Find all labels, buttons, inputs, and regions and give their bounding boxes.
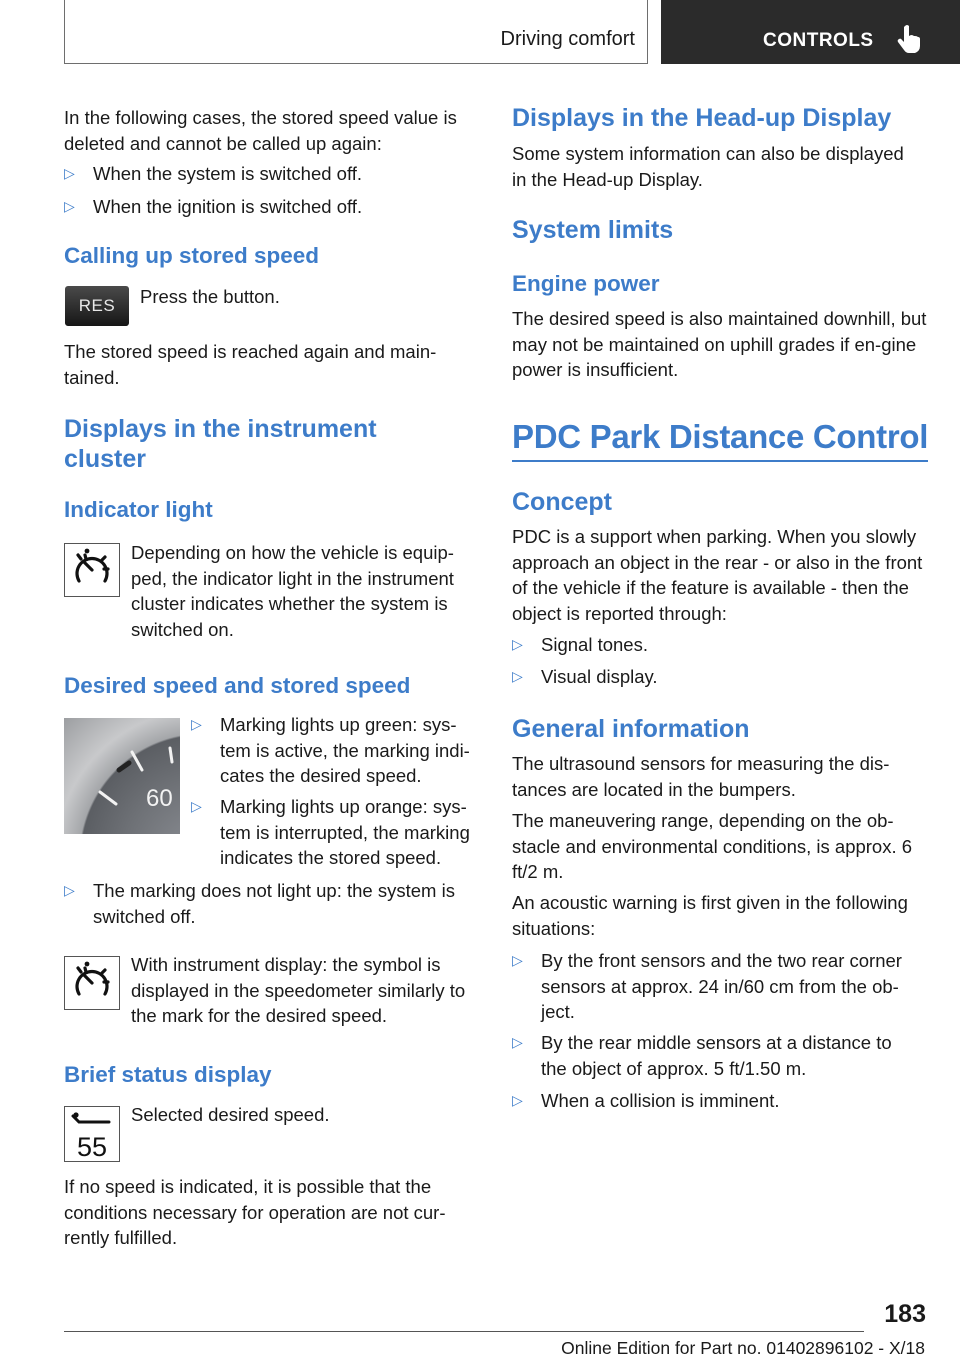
- triangle-bullet-icon: ▷: [191, 716, 202, 732]
- footer-rule: [64, 1331, 864, 1332]
- heading-displays-cluster: Displays in the instrument cluster: [64, 415, 377, 473]
- reached-paragraph: The stored speed is reached again and main-tained.: [64, 341, 437, 388]
- heading-general-information: General information: [512, 715, 750, 743]
- speedometer-marking-image: [64, 718, 180, 834]
- speedometer-indicator-icon: [64, 543, 120, 597]
- speedometer-symbol-icon: [64, 956, 120, 1010]
- engine-paragraph: The desired speed is also maintained downhill, but may not be maintained on uphill grades if en-gine power is insufficient.: [512, 308, 927, 380]
- heading-brief-status: Brief status display: [64, 1062, 272, 1087]
- chapter-tab: [661, 0, 960, 64]
- press-text: Press the button.: [140, 286, 280, 307]
- page-number: 183: [884, 1300, 926, 1328]
- brief-speed-value: 55: [76, 1132, 108, 1161]
- heading-head-up-display: Displays in the Head-up Display: [512, 104, 892, 132]
- res-button-image: RES: [65, 286, 129, 326]
- warning-paragraph: An acoustic warning is first given in the following situations:: [512, 892, 908, 939]
- heading-engine-power: Engine power: [512, 271, 660, 296]
- intro-paragraph: In the following cases, the stored speed value is deleted and cannot be called up again:: [64, 107, 457, 154]
- triangle-bullet-icon: ▷: [64, 198, 75, 214]
- heading-system-limits: System limits: [512, 216, 674, 244]
- selected-speed-text: Selected desired speed.: [131, 1104, 330, 1125]
- edition-text: Online Edition for Part no. 01402896102 - X/18: [561, 1338, 925, 1358]
- general-paragraph: The ultrasound sensors for measuring the dis-tances are located in the bumpers.: [512, 753, 890, 800]
- triangle-bullet-icon: ▷: [512, 636, 523, 652]
- heading-indicator-light: Indicator light: [64, 497, 213, 522]
- heading-calling-up: Calling up stored speed: [64, 243, 320, 268]
- indicator-paragraph: Depending on how the vehicle is equip-ped, the indicator light in the instrument cluster indicates whether the system is switched on.: [131, 542, 454, 640]
- instrument-display-paragraph: With instrument display: the symbol is displayed in the speedometer similarly to the mark for the desired speed.: [131, 954, 466, 1026]
- triangle-bullet-icon: ▷: [191, 798, 202, 814]
- section-title: Driving comfort: [500, 28, 635, 50]
- triangle-bullet-icon: ▷: [512, 668, 523, 684]
- concept-paragraph: PDC is a support when parking. When you slowly approach an object in the rear - or also in the front of the vehicle if the feature is available - then the object is reported through:: [512, 526, 923, 624]
- heading-concept: Concept: [512, 488, 612, 516]
- heading-desired-stored: Desired speed and stored speed: [64, 673, 411, 698]
- gauge-speed-label: 60: [146, 785, 173, 812]
- no-speed-paragraph: If no speed is indicated, it is possible that the conditions necessary for operation are not cur-rently fulfilled.: [64, 1176, 446, 1248]
- triangle-bullet-icon: ▷: [64, 882, 75, 898]
- triangle-bullet-icon: ▷: [512, 1092, 523, 1108]
- range-paragraph: The maneuvering range, depending on the ob-stacle and environmental conditions, is approx. 6 ft/2 m.: [512, 810, 913, 882]
- heading-underline: [512, 460, 928, 462]
- triangle-bullet-icon: ▷: [512, 1034, 523, 1050]
- pointing-hand-icon: [896, 24, 922, 59]
- heading-pdc: PDC Park Distance Control: [512, 418, 929, 455]
- chapter-label: CONTROLS: [763, 30, 874, 51]
- hud-paragraph: Some system information can also be displayed in the Head-up Display.: [512, 143, 904, 190]
- triangle-bullet-icon: ▷: [64, 165, 75, 181]
- triangle-bullet-icon: ▷: [512, 952, 523, 968]
- speed-55-icon: [64, 1106, 120, 1162]
